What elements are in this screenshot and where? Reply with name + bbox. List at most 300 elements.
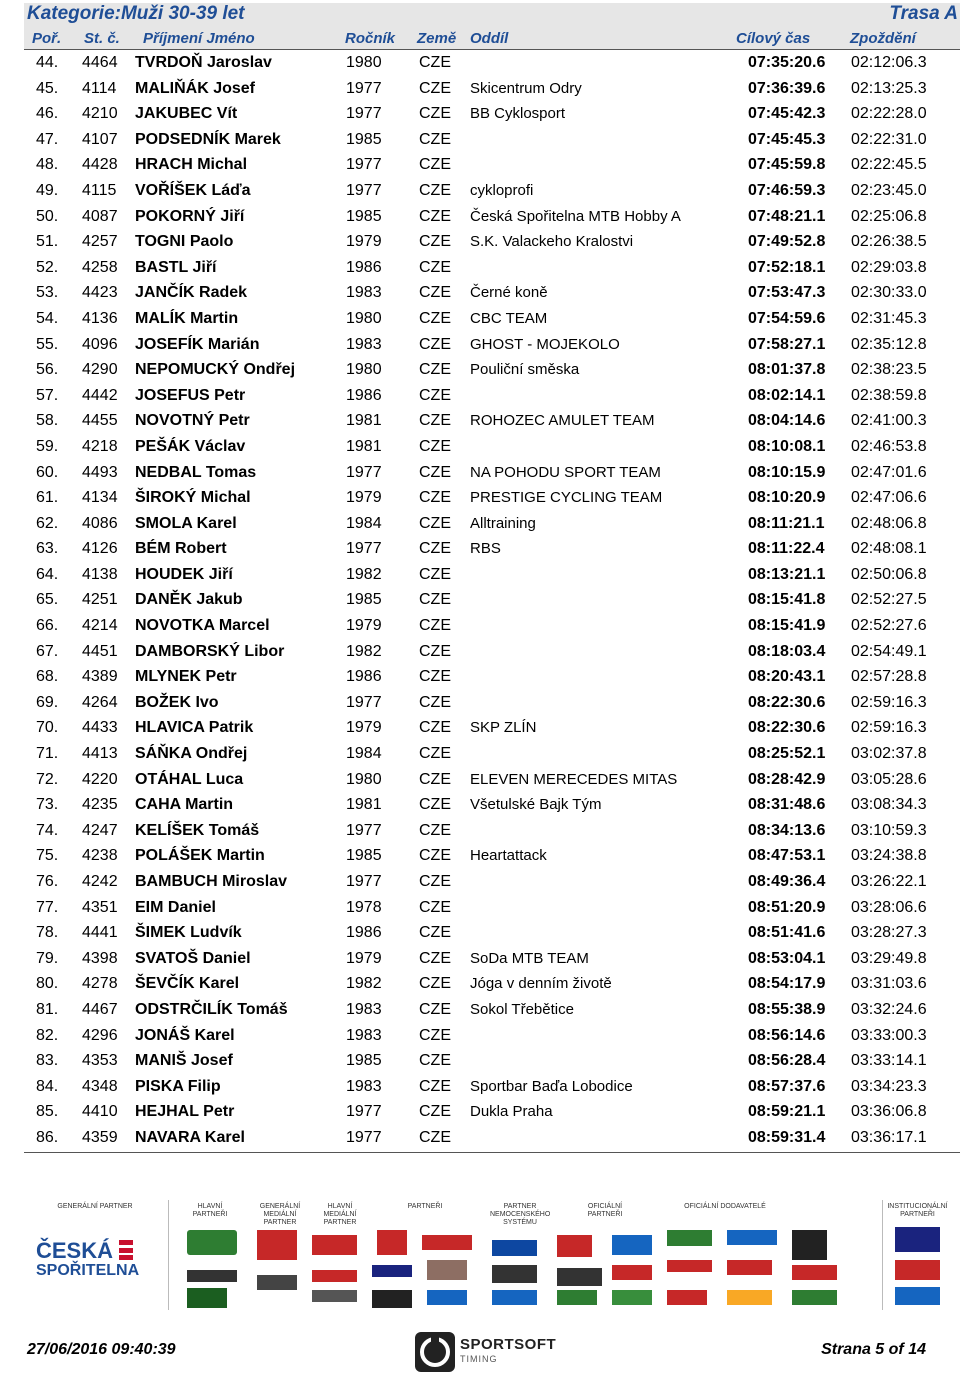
cell-delay: 02:52:27.5 bbox=[851, 591, 927, 609]
cell-country: CZE bbox=[419, 745, 451, 763]
cell-club: ROHOZEC AMULET TEAM bbox=[470, 412, 655, 430]
cell-time: 07:48:21.1 bbox=[748, 207, 826, 225]
cell-delay: 03:29:49.8 bbox=[851, 949, 927, 967]
page-number: Strana 5 of 14 bbox=[821, 1341, 926, 1358]
table-row bbox=[0, 971, 960, 997]
cell-time: 07:49:52.8 bbox=[748, 233, 826, 251]
cell-club: Sportbar Baďa Lobodice bbox=[470, 1077, 633, 1095]
cell-country: CZE bbox=[419, 1103, 451, 1121]
cell-country: CZE bbox=[419, 642, 451, 660]
cell-year: 1983 bbox=[346, 1026, 382, 1044]
cell-name: NEPOMUCKÝ Ondřej bbox=[135, 361, 296, 379]
cell-bib: 4114 bbox=[82, 79, 117, 97]
label-partner-system: PARTNER NEMOCENSKÉHO SYSTÉMU bbox=[490, 1203, 551, 1226]
table-row bbox=[0, 357, 960, 383]
cell-name: NEDBAL Tomas bbox=[135, 463, 257, 481]
table-row bbox=[0, 306, 960, 332]
cell-time: 07:54:59.6 bbox=[748, 309, 826, 327]
cell-club: cykloprofi bbox=[470, 181, 534, 199]
cell-time: 08:13:21.1 bbox=[748, 565, 826, 583]
table-row bbox=[0, 485, 960, 511]
cell-bib: 4353 bbox=[82, 1052, 118, 1070]
cell-name: PISKA Filip bbox=[135, 1077, 221, 1095]
cell-bib: 4238 bbox=[82, 847, 118, 865]
cell-rank: 48. bbox=[36, 156, 59, 174]
cell-year: 1977 bbox=[346, 79, 382, 97]
label-main-media-partner: HLAVNÍ MEDIÁLNÍ PARTNER bbox=[323, 1203, 357, 1226]
cell-rank: 85. bbox=[36, 1103, 59, 1121]
table-row bbox=[0, 767, 960, 793]
cell-time: 07:45:59.8 bbox=[748, 156, 826, 174]
cell-rank: 65. bbox=[36, 591, 59, 609]
cell-year: 1985 bbox=[346, 1052, 382, 1070]
sponsor-logos-grid bbox=[172, 1220, 877, 1315]
cell-delay: 03:05:28.6 bbox=[851, 770, 927, 788]
cell-rank: 57. bbox=[36, 386, 59, 404]
cell-country: CZE bbox=[419, 591, 451, 609]
cell-year: 1980 bbox=[346, 54, 382, 71]
cell-time: 08:18:03.4 bbox=[748, 642, 826, 660]
cell-rank: 49. bbox=[36, 181, 59, 199]
cell-name: POKORNÝ Jiří bbox=[135, 207, 245, 225]
cell-rank: 78. bbox=[36, 924, 59, 942]
cell-name: PEŠÁK Václav bbox=[135, 437, 246, 455]
cell-year: 1986 bbox=[346, 924, 382, 942]
cell-time: 07:52:18.1 bbox=[748, 258, 826, 276]
cell-year: 1984 bbox=[346, 514, 382, 532]
table-row bbox=[0, 76, 960, 102]
label-general-partner: GENERÁLNÍ PARTNER bbox=[57, 1203, 133, 1210]
cell-bib: 4410 bbox=[82, 1103, 118, 1121]
cell-delay: 03:32:24.6 bbox=[851, 1000, 927, 1018]
cell-delay: 02:59:16.3 bbox=[851, 719, 927, 737]
col-time-header: Cílový čas bbox=[736, 30, 811, 47]
table-row bbox=[0, 460, 960, 486]
cell-year: 1983 bbox=[346, 284, 382, 302]
table-row bbox=[0, 127, 960, 153]
cell-time: 07:45:45.3 bbox=[748, 130, 826, 148]
cell-time: 08:10:15.9 bbox=[748, 463, 826, 481]
cell-year: 1977 bbox=[346, 1128, 382, 1146]
cell-name: JAKUBEC Vít bbox=[135, 105, 238, 123]
cell-club: ELEVEN MERECEDES MITAS bbox=[470, 770, 678, 788]
cell-country: CZE bbox=[419, 821, 451, 839]
cell-bib: 4126 bbox=[82, 540, 118, 558]
cell-name: JANČÍK Radek bbox=[135, 284, 248, 302]
cell-country: CZE bbox=[419, 181, 451, 199]
cell-time: 08:04:14.6 bbox=[748, 412, 826, 430]
cell-year: 1977 bbox=[346, 873, 382, 890]
cell-country: CZE bbox=[419, 489, 451, 507]
cell-rank: 44. bbox=[36, 54, 59, 71]
cell-time: 08:22:30.6 bbox=[748, 719, 826, 737]
cell-delay: 03:33:00.3 bbox=[851, 1026, 927, 1044]
cell-delay: 03:08:34.3 bbox=[851, 796, 927, 814]
cell-year: 1977 bbox=[346, 821, 382, 839]
cell-name: BAMBUCH Miroslav bbox=[135, 873, 288, 890]
cell-country: CZE bbox=[419, 386, 451, 404]
cell-delay: 02:54:49.1 bbox=[851, 642, 927, 660]
cell-bib: 4214 bbox=[82, 617, 118, 635]
cell-year: 1985 bbox=[346, 130, 382, 148]
cell-time: 08:20:43.1 bbox=[748, 668, 826, 686]
cell-country: CZE bbox=[419, 105, 451, 123]
cell-country: CZE bbox=[419, 1077, 451, 1095]
cell-delay: 02:41:00.3 bbox=[851, 412, 927, 430]
table-row bbox=[0, 741, 960, 767]
cell-club: Černé koně bbox=[470, 284, 548, 302]
cell-delay: 02:38:23.5 bbox=[851, 361, 927, 379]
cell-name: DANĚK Jakub bbox=[135, 591, 243, 609]
cell-time: 08:59:31.4 bbox=[748, 1128, 826, 1146]
cell-club: Dukla Praha bbox=[470, 1103, 553, 1121]
cell-club: Heartattack bbox=[470, 847, 547, 865]
cell-bib: 4087 bbox=[82, 207, 118, 225]
cell-delay: 02:48:06.8 bbox=[851, 514, 927, 532]
table-row bbox=[0, 895, 960, 921]
cell-delay: 02:22:31.0 bbox=[851, 130, 927, 148]
cell-club: SoDa MTB TEAM bbox=[470, 949, 589, 967]
cell-delay: 03:28:06.6 bbox=[851, 898, 927, 916]
cell-bib: 4235 bbox=[82, 796, 118, 814]
cell-year: 1979 bbox=[346, 949, 382, 967]
cell-time: 08:49:36.4 bbox=[748, 873, 826, 890]
cell-bib: 4107 bbox=[82, 130, 118, 148]
label-institutional-partner: INSTITUCIONÁLNÍ PARTNEŘI bbox=[887, 1203, 948, 1218]
table-row bbox=[0, 613, 960, 639]
cell-bib: 4455 bbox=[82, 412, 118, 430]
cell-rank: 45. bbox=[36, 79, 59, 97]
cell-name: BOŽEK Ivo bbox=[135, 693, 219, 711]
cell-rank: 52. bbox=[36, 258, 59, 276]
cell-rank: 75. bbox=[36, 847, 59, 865]
col-name-header: Příjmení Jméno bbox=[143, 30, 255, 47]
cell-club: SKP ZLÍN bbox=[470, 719, 537, 737]
cell-year: 1986 bbox=[346, 386, 382, 404]
cell-bib: 4096 bbox=[82, 335, 118, 353]
cell-time: 07:36:39.6 bbox=[748, 79, 826, 97]
table-row bbox=[0, 408, 960, 434]
cell-name: TOGNI Paolo bbox=[135, 233, 234, 251]
cell-bib: 4296 bbox=[82, 1026, 118, 1044]
cell-delay: 02:38:59.8 bbox=[851, 386, 927, 404]
cell-name: SÁŇKA Ondřej bbox=[135, 745, 248, 763]
cell-club: Všetulské Bajk Tým bbox=[470, 796, 602, 814]
cell-club: CBC TEAM bbox=[470, 309, 548, 327]
cell-bib: 4464 bbox=[82, 54, 118, 71]
cell-bib: 4136 bbox=[82, 309, 118, 327]
cell-bib: 4220 bbox=[82, 770, 118, 788]
cell-country: CZE bbox=[419, 1052, 451, 1070]
table-row bbox=[0, 997, 960, 1023]
cell-club: Česká Spořitelna MTB Hobby A bbox=[470, 207, 681, 225]
cell-club: NA POHODU SPORT TEAM bbox=[470, 463, 661, 481]
cell-name: VOŘÍŠEK Láďa bbox=[135, 181, 251, 199]
cell-bib: 4115 bbox=[82, 181, 117, 199]
cell-bib: 4442 bbox=[82, 386, 118, 404]
sponsor-divider bbox=[882, 1200, 883, 1310]
cell-rank: 66. bbox=[36, 617, 59, 635]
cell-year: 1983 bbox=[346, 1077, 382, 1095]
cell-delay: 02:23:45.0 bbox=[851, 181, 927, 199]
cell-rank: 76. bbox=[36, 873, 59, 890]
table-row bbox=[0, 946, 960, 972]
cell-bib: 4247 bbox=[82, 821, 118, 839]
cell-country: CZE bbox=[419, 463, 451, 481]
cell-bib: 4359 bbox=[82, 1128, 118, 1146]
cell-delay: 02:35:12.8 bbox=[851, 335, 927, 353]
cell-name: MALIŇÁK Josef bbox=[135, 79, 256, 97]
cell-delay: 03:31:03.6 bbox=[851, 975, 927, 993]
cell-rank: 58. bbox=[36, 412, 59, 430]
table-row bbox=[0, 536, 960, 562]
cell-bib: 4413 bbox=[82, 745, 118, 763]
cell-year: 1977 bbox=[346, 463, 382, 481]
cell-bib: 4278 bbox=[82, 975, 118, 993]
cell-country: CZE bbox=[419, 79, 451, 97]
cell-time: 08:10:20.9 bbox=[748, 489, 826, 507]
cell-delay: 02:47:01.6 bbox=[851, 463, 927, 481]
label-media-partner: GENERÁLNÍ MEDIÁLNÍ PARTNER bbox=[259, 1203, 301, 1226]
cell-year: 1979 bbox=[346, 489, 382, 507]
cell-bib: 4441 bbox=[82, 924, 118, 942]
cell-bib: 4086 bbox=[82, 514, 118, 532]
cell-country: CZE bbox=[419, 719, 451, 737]
cell-bib: 4451 bbox=[82, 642, 118, 660]
cell-rank: 84. bbox=[36, 1077, 59, 1095]
cell-time: 08:34:13.6 bbox=[748, 821, 826, 839]
cell-time: 08:56:28.4 bbox=[748, 1052, 826, 1070]
cell-year: 1982 bbox=[346, 975, 382, 993]
cell-time: 07:35:20.6 bbox=[748, 54, 826, 71]
cell-country: CZE bbox=[419, 796, 451, 814]
cell-time: 08:10:08.1 bbox=[748, 437, 826, 455]
table-row bbox=[0, 204, 960, 230]
cell-rank: 56. bbox=[36, 361, 59, 379]
cell-name: JOSEFUS Petr bbox=[135, 386, 246, 404]
cell-delay: 02:13:25.3 bbox=[851, 79, 927, 97]
sportsoft-sub: TIMING bbox=[460, 1354, 498, 1364]
table-row bbox=[0, 50, 960, 76]
cell-country: CZE bbox=[419, 565, 451, 583]
cell-time: 08:54:17.9 bbox=[748, 975, 826, 993]
cell-year: 1977 bbox=[346, 156, 382, 174]
cell-year: 1983 bbox=[346, 1000, 382, 1018]
table-row bbox=[0, 332, 960, 358]
table-row bbox=[0, 1099, 960, 1125]
table-row bbox=[0, 639, 960, 665]
cell-rank: 47. bbox=[36, 130, 59, 148]
cell-name: MANIŠ Josef bbox=[135, 1052, 233, 1070]
cell-club: Alltraining bbox=[470, 514, 536, 532]
cell-country: CZE bbox=[419, 335, 451, 353]
table-row bbox=[0, 511, 960, 537]
cell-delay: 03:36:17.1 bbox=[851, 1128, 927, 1146]
cell-name: EIM Daniel bbox=[135, 898, 216, 916]
table-row bbox=[0, 1074, 960, 1100]
category-title: Kategorie:Muži 30-39 let bbox=[27, 3, 245, 24]
cell-country: CZE bbox=[419, 693, 451, 711]
cell-name: KELÍŠEK Tomáš bbox=[135, 821, 260, 839]
cell-name: ŠEVČÍK Karel bbox=[135, 975, 240, 993]
institutional-logos bbox=[890, 1222, 950, 1312]
cell-rank: 67. bbox=[36, 642, 59, 660]
cell-delay: 02:26:38.5 bbox=[851, 233, 927, 251]
cell-time: 07:58:27.1 bbox=[748, 335, 826, 353]
sportsoft-logo bbox=[414, 1330, 557, 1374]
cell-rank: 79. bbox=[36, 949, 59, 967]
table-row bbox=[0, 562, 960, 588]
cell-bib: 4493 bbox=[82, 463, 118, 481]
table-row bbox=[0, 229, 960, 255]
cell-delay: 02:59:16.3 bbox=[851, 693, 927, 711]
label-partner: PARTNEŘI bbox=[407, 1203, 443, 1210]
cell-rank: 61. bbox=[36, 489, 59, 507]
cell-name: HOUDEK Jiří bbox=[135, 565, 233, 583]
cell-name: HLAVICA Patrik bbox=[135, 719, 254, 737]
table-row bbox=[0, 280, 960, 306]
cell-club: Jóga v denním životě bbox=[470, 975, 612, 993]
cell-delay: 03:26:22.1 bbox=[851, 873, 927, 890]
cell-name: JONÁŠ Karel bbox=[135, 1026, 235, 1044]
cell-bib: 4264 bbox=[82, 693, 118, 711]
label-main-partner: HLAVNÍ PARTNEŘI bbox=[192, 1203, 228, 1218]
cell-bib: 4351 bbox=[82, 898, 118, 916]
cell-delay: 02:22:28.0 bbox=[851, 105, 927, 123]
cell-country: CZE bbox=[419, 668, 451, 686]
cell-country: CZE bbox=[419, 617, 451, 635]
cell-time: 08:28:42.9 bbox=[748, 770, 826, 788]
ceska-sporitelna-icon bbox=[116, 1240, 136, 1260]
cell-country: CZE bbox=[419, 924, 451, 942]
cell-bib: 4433 bbox=[82, 719, 118, 737]
cell-bib: 4218 bbox=[82, 437, 118, 455]
cell-time: 08:53:04.1 bbox=[748, 949, 826, 967]
col-bib-header: St. č. bbox=[84, 30, 120, 47]
cell-rank: 82. bbox=[36, 1026, 59, 1044]
cell-country: CZE bbox=[419, 1026, 451, 1044]
table-bottom-line bbox=[24, 1152, 960, 1153]
cell-year: 1977 bbox=[346, 540, 382, 558]
cell-year: 1986 bbox=[346, 668, 382, 686]
cell-year: 1986 bbox=[346, 258, 382, 276]
cell-year: 1980 bbox=[346, 770, 382, 788]
cell-year: 1979 bbox=[346, 233, 382, 251]
cell-time: 08:01:37.8 bbox=[748, 361, 826, 379]
cell-rank: 86. bbox=[36, 1128, 59, 1146]
sponsor-divider bbox=[168, 1200, 169, 1310]
print-datetime: 27/06/2016 09:40:39 bbox=[27, 1341, 176, 1358]
cell-time: 07:53:47.3 bbox=[748, 284, 826, 302]
cell-club: PRESTIGE CYCLING TEAM bbox=[470, 489, 663, 507]
cell-year: 1985 bbox=[346, 847, 382, 865]
cell-name: MLYNEK Petr bbox=[135, 668, 237, 686]
cell-delay: 02:50:06.8 bbox=[851, 565, 927, 583]
cell-year: 1982 bbox=[346, 565, 382, 583]
cell-time: 07:45:42.3 bbox=[748, 105, 826, 123]
cell-rank: 69. bbox=[36, 693, 59, 711]
cell-bib: 4428 bbox=[82, 156, 118, 174]
cell-year: 1981 bbox=[346, 437, 382, 455]
cell-rank: 53. bbox=[36, 284, 59, 302]
cell-country: CZE bbox=[419, 1128, 451, 1146]
results-table bbox=[0, 50, 960, 1151]
cell-rank: 59. bbox=[36, 437, 59, 455]
cell-time: 08:51:20.9 bbox=[748, 898, 826, 916]
cell-name: MALÍK Martin bbox=[135, 309, 239, 327]
cell-bib: 4423 bbox=[82, 284, 118, 302]
cell-country: CZE bbox=[419, 284, 451, 302]
cell-bib: 4258 bbox=[82, 258, 118, 276]
cell-time: 08:15:41.9 bbox=[748, 617, 826, 635]
cell-time: 08:15:41.8 bbox=[748, 591, 826, 609]
track-title: Trasa A bbox=[889, 3, 958, 24]
col-rank-header: Poř. bbox=[32, 30, 62, 47]
cell-delay: 02:22:45.5 bbox=[851, 156, 927, 174]
cell-country: CZE bbox=[419, 233, 451, 251]
cell-country: CZE bbox=[419, 873, 451, 890]
cell-time: 08:55:38.9 bbox=[748, 1000, 826, 1018]
cell-delay: 02:30:33.0 bbox=[851, 284, 927, 302]
cell-club: Pouliční směska bbox=[470, 361, 580, 379]
cell-time: 08:47:53.1 bbox=[748, 847, 826, 865]
cell-year: 1983 bbox=[346, 335, 382, 353]
cell-country: CZE bbox=[419, 207, 451, 225]
cell-name: NAVARA Karel bbox=[135, 1128, 245, 1146]
cell-time: 08:25:52.1 bbox=[748, 745, 826, 763]
cell-time: 08:22:30.6 bbox=[748, 693, 826, 711]
cell-country: CZE bbox=[419, 156, 451, 174]
cell-delay: 03:02:37.8 bbox=[851, 745, 927, 763]
cell-country: CZE bbox=[419, 514, 451, 532]
table-row bbox=[0, 383, 960, 409]
table-row bbox=[0, 152, 960, 178]
cell-delay: 02:25:06.8 bbox=[851, 207, 927, 225]
cell-delay: 02:31:45.3 bbox=[851, 309, 927, 327]
cell-club: Sokol Třebětice bbox=[470, 1000, 574, 1018]
cell-name: BÉM Robert bbox=[135, 540, 227, 558]
cell-name: OTÁHAL Luca bbox=[135, 770, 244, 788]
table-row bbox=[0, 434, 960, 460]
cell-name: JOSEFÍK Marián bbox=[135, 335, 260, 353]
cell-country: CZE bbox=[419, 309, 451, 327]
cell-year: 1979 bbox=[346, 719, 382, 737]
table-row bbox=[0, 818, 960, 844]
cell-time: 08:11:21.1 bbox=[748, 514, 825, 532]
cell-rank: 50. bbox=[36, 207, 59, 225]
table-row bbox=[0, 1023, 960, 1049]
cell-rank: 64. bbox=[36, 565, 59, 583]
cell-year: 1977 bbox=[346, 181, 382, 199]
cell-delay: 02:12:06.3 bbox=[851, 54, 927, 71]
cell-rank: 46. bbox=[36, 105, 59, 123]
cell-club: RBS bbox=[470, 540, 501, 558]
cell-name: ŠIROKÝ Michal bbox=[135, 489, 251, 507]
cell-rank: 63. bbox=[36, 540, 59, 558]
cell-year: 1977 bbox=[346, 105, 382, 123]
col-delay-header: Zpoždění bbox=[850, 30, 916, 47]
cell-time: 08:31:48.6 bbox=[748, 796, 826, 814]
table-row bbox=[0, 843, 960, 869]
cell-time: 08:51:41.6 bbox=[748, 924, 826, 942]
cell-rank: 60. bbox=[36, 463, 59, 481]
cell-country: CZE bbox=[419, 1000, 451, 1018]
cell-name: TVRDOŇ Jaroslav bbox=[135, 54, 272, 71]
cell-rank: 55. bbox=[36, 335, 59, 353]
cell-name: SMOLA Karel bbox=[135, 514, 237, 532]
cell-country: CZE bbox=[419, 770, 451, 788]
cell-bib: 4138 bbox=[82, 565, 118, 583]
